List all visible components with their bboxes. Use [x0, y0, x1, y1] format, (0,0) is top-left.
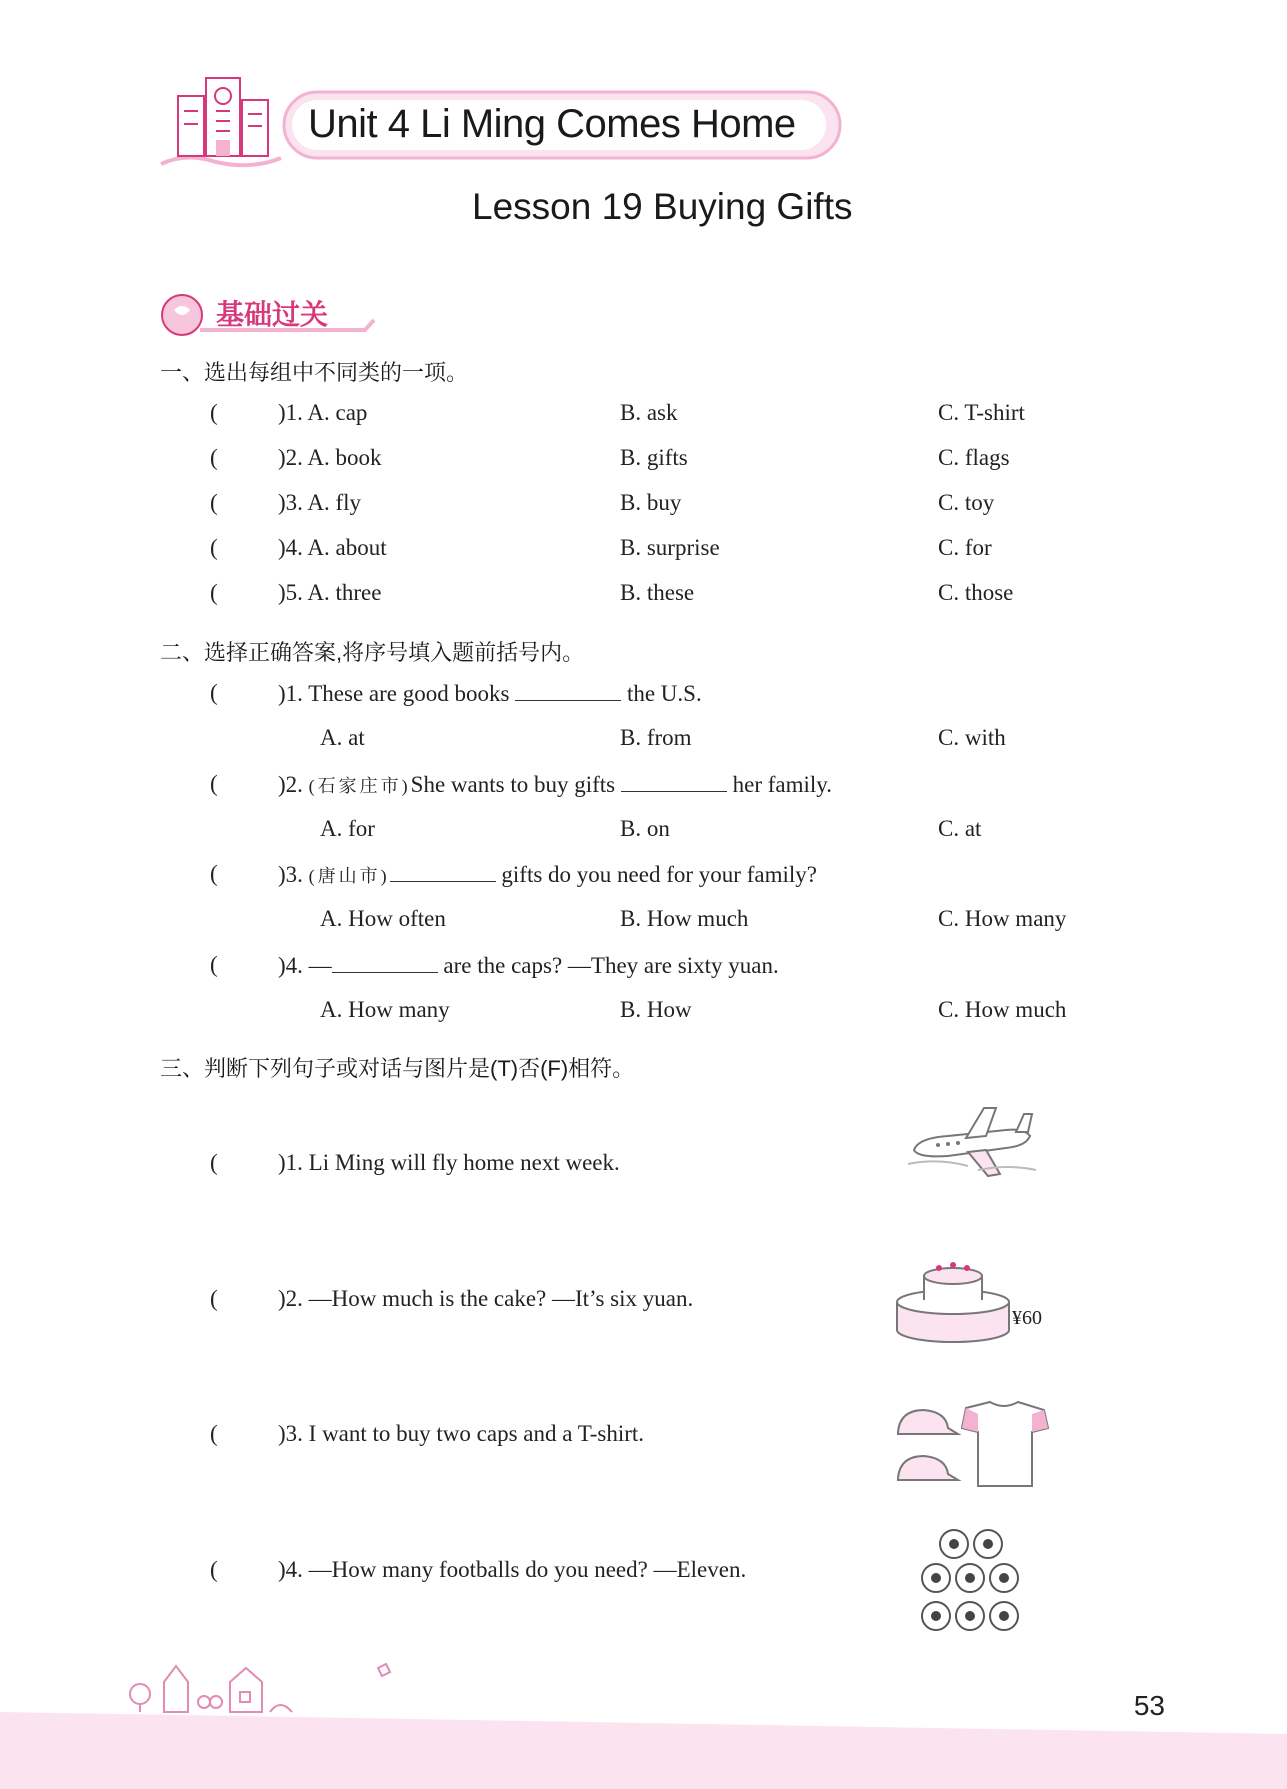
- answer-paren[interactable]: (: [210, 1150, 218, 1175]
- answer-paren[interactable]: (: [210, 1421, 218, 1446]
- option-c: C. flags: [938, 445, 1010, 470]
- question-text: She wants to buy gifts: [410, 772, 621, 797]
- answer-paren[interactable]: (: [210, 680, 218, 705]
- statement-text: )2. —How much is the cake? —It’s six yuan.: [278, 1286, 694, 1311]
- option-a: )4. A. about: [278, 535, 387, 560]
- source-tag: (唐山市): [308, 866, 390, 886]
- section2-title: 二、选择正确答案,将序号填入题前括号内。: [160, 640, 585, 665]
- statement-text: )3. I want to buy two caps and a T-shirt.: [278, 1421, 645, 1446]
- answer-paren[interactable]: (: [210, 400, 218, 425]
- badge-label: 基础过关: [216, 299, 329, 330]
- question-text: )1. These are good books: [278, 681, 516, 706]
- statement-text: )4. —How many footballs do you need? —Eleven.: [278, 1557, 747, 1582]
- question-number: )4. —: [278, 953, 332, 978]
- option-a: A. for: [320, 816, 375, 841]
- question-text-end: her family.: [726, 772, 833, 797]
- option-c: C. those: [938, 580, 1014, 605]
- section3-title: 三、判断下列句子或对话与图片是(T)否(F)相符。: [160, 1056, 635, 1081]
- question-text-end: are the caps? —They are sixty yuan.: [437, 953, 779, 978]
- source-tag: (石家庄市): [308, 776, 411, 796]
- question-number: )2.: [278, 772, 309, 797]
- unit-title: Unit 4 Li Ming Comes Home: [308, 102, 796, 146]
- option-b: B. on: [620, 816, 670, 841]
- caps-tshirt-icon: [894, 1398, 1052, 1490]
- option-c: C. for: [938, 535, 992, 560]
- building-icon: [156, 66, 286, 174]
- option-a: )3. A. fly: [278, 490, 362, 515]
- answer-paren[interactable]: (: [210, 952, 218, 977]
- footer-band: [0, 1712, 1287, 1789]
- option-a: )1. A. cap: [278, 400, 368, 425]
- option-a: )2. A. book: [278, 445, 382, 470]
- answer-paren[interactable]: (: [210, 445, 218, 470]
- fill-blank[interactable]: [332, 952, 438, 973]
- answer-paren[interactable]: (: [210, 861, 218, 886]
- airplane-icon: [908, 1100, 1038, 1180]
- option-c: C. T-shirt: [938, 400, 1025, 425]
- option-c: C. with: [938, 725, 1006, 750]
- option-a: A. at: [320, 725, 365, 750]
- lesson-title: Lesson 19 Buying Gifts: [472, 186, 853, 227]
- option-b: B. these: [620, 580, 695, 605]
- section1-title: 一、选出每组中不同类的一项。: [160, 360, 469, 385]
- option-c: C. at: [938, 816, 982, 841]
- option-b: B. gifts: [620, 445, 688, 470]
- answer-paren[interactable]: (: [210, 1557, 218, 1582]
- option-b: B. ask: [620, 400, 678, 425]
- footballs-icon: [920, 1528, 1026, 1634]
- option-c: C. How much: [938, 997, 1067, 1022]
- option-b: B. buy: [620, 490, 682, 515]
- option-a: )5. A. three: [278, 580, 382, 605]
- answer-paren[interactable]: (: [210, 771, 218, 796]
- cake-icon: [894, 1260, 1012, 1344]
- option-b: B. How: [620, 997, 692, 1022]
- option-b: B. surprise: [620, 535, 720, 560]
- question-text-end: gifts do you need for your family?: [495, 862, 817, 887]
- question-number: )3.: [278, 862, 309, 887]
- cake-price: ¥60: [1012, 1307, 1042, 1329]
- fill-blank[interactable]: [390, 861, 496, 882]
- option-b: B. from: [620, 725, 692, 750]
- fill-blank[interactable]: [621, 771, 727, 792]
- answer-paren[interactable]: (: [210, 490, 218, 515]
- option-c: C. How many: [938, 906, 1067, 931]
- answer-paren[interactable]: (: [210, 535, 218, 560]
- option-b: B. How much: [620, 906, 749, 931]
- answer-paren[interactable]: (: [210, 580, 218, 605]
- fill-blank[interactable]: [515, 680, 621, 701]
- option-a: A. How often: [320, 906, 446, 931]
- footer-town-icon: [120, 1648, 410, 1714]
- option-a: A. How many: [320, 997, 450, 1022]
- statement-text: )1. Li Ming will fly home next week.: [278, 1150, 620, 1175]
- option-c: C. toy: [938, 490, 995, 515]
- question-text-end: the U.S.: [621, 681, 702, 706]
- answer-paren[interactable]: (: [210, 1286, 218, 1311]
- page-number: 53: [1133, 1690, 1165, 1721]
